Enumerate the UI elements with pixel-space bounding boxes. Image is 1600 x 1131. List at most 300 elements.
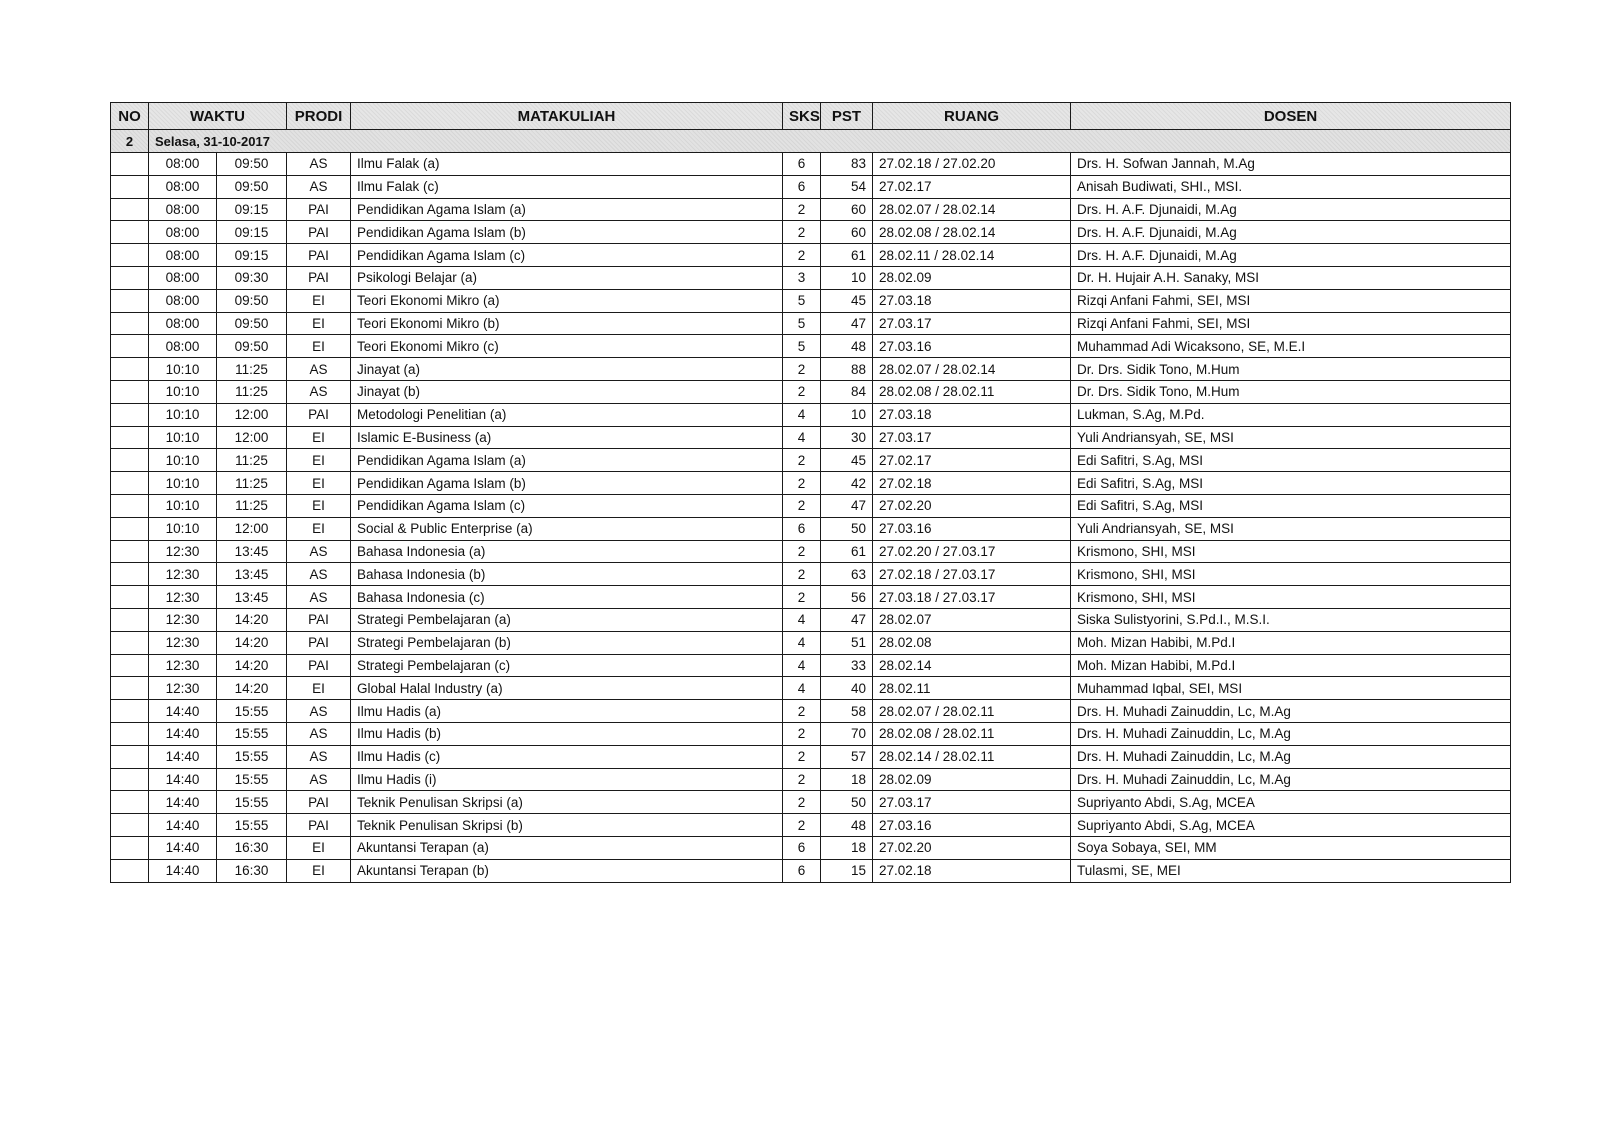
- table-row: [111, 380, 1511, 403]
- table-row: [111, 266, 1511, 289]
- table-row: [111, 358, 1511, 381]
- cell-lecturer: Drs. H. Muhadi Zainuddin, Lc, M.Ag: [1071, 700, 1511, 723]
- cell-course: Ilmu Falak (a): [351, 153, 783, 176]
- cell-sks: 5: [783, 335, 821, 358]
- cell-sks: 2: [783, 380, 821, 403]
- cell-start-time: 08:00: [149, 221, 217, 244]
- cell-pst: 61: [821, 244, 873, 267]
- table-row: [111, 745, 1511, 768]
- cell-room: 27.03.18: [873, 403, 1071, 426]
- cell-prodi: PAI: [287, 608, 351, 631]
- cell-end-time: 09:15: [217, 244, 287, 267]
- cell-pst: 54: [821, 175, 873, 198]
- cell-no: [111, 654, 149, 677]
- cell-start-time: 08:00: [149, 312, 217, 335]
- cell-end-time: 09:50: [217, 175, 287, 198]
- cell-no: [111, 244, 149, 267]
- cell-prodi: AS: [287, 745, 351, 768]
- cell-sks: 2: [783, 221, 821, 244]
- cell-pst: 58: [821, 700, 873, 723]
- cell-lecturer: Edi Safitri, S.Ag, MSI: [1071, 449, 1511, 472]
- table-row: [111, 449, 1511, 472]
- cell-no: [111, 608, 149, 631]
- cell-prodi: PAI: [287, 266, 351, 289]
- table-row: [111, 312, 1511, 335]
- cell-lecturer: Krismono, SHI, MSI: [1071, 540, 1511, 563]
- cell-end-time: 13:45: [217, 540, 287, 563]
- cell-no: [111, 380, 149, 403]
- cell-room: 27.02.20: [873, 494, 1071, 517]
- cell-sks: 2: [783, 198, 821, 221]
- cell-pst: 18: [821, 768, 873, 791]
- table-row: [111, 289, 1511, 312]
- cell-sks: 3: [783, 266, 821, 289]
- cell-course: Ilmu Hadis (c): [351, 745, 783, 768]
- cell-lecturer: Rizqi Anfani Fahmi, SEI, MSI: [1071, 312, 1511, 335]
- cell-start-time: 10:10: [149, 358, 217, 381]
- table-row: [111, 426, 1511, 449]
- cell-pst: 15: [821, 859, 873, 882]
- cell-no: [111, 791, 149, 814]
- cell-pst: 47: [821, 312, 873, 335]
- cell-end-time: 15:55: [217, 814, 287, 837]
- cell-room: 28.02.14: [873, 654, 1071, 677]
- cell-end-time: 16:30: [217, 836, 287, 859]
- cell-room: 27.02.17: [873, 175, 1071, 198]
- cell-room: 27.02.18 / 27.03.17: [873, 563, 1071, 586]
- cell-course: Global Halal Industry (a): [351, 677, 783, 700]
- cell-room: 27.02.20: [873, 836, 1071, 859]
- cell-room: 28.02.07: [873, 608, 1071, 631]
- cell-course: Strategi Pembelajaran (c): [351, 654, 783, 677]
- day-number: 2: [111, 130, 149, 153]
- cell-room: 28.02.08 / 28.02.11: [873, 380, 1071, 403]
- cell-pst: 60: [821, 198, 873, 221]
- cell-pst: 63: [821, 563, 873, 586]
- header-matakuliah: MATAKULIAH: [351, 103, 783, 130]
- cell-start-time: 14:40: [149, 791, 217, 814]
- cell-start-time: 12:30: [149, 654, 217, 677]
- table-row: [111, 768, 1511, 791]
- table-row: [111, 517, 1511, 540]
- cell-sks: 6: [783, 153, 821, 176]
- cell-course: Teori Ekonomi Mikro (a): [351, 289, 783, 312]
- table-row: [111, 654, 1511, 677]
- cell-pst: 83: [821, 153, 873, 176]
- cell-prodi: PAI: [287, 814, 351, 837]
- cell-no: [111, 221, 149, 244]
- cell-lecturer: Yuli Andriansyah, SE, MSI: [1071, 426, 1511, 449]
- cell-prodi: AS: [287, 586, 351, 609]
- cell-room: 27.02.17: [873, 449, 1071, 472]
- header-no: NO: [111, 103, 149, 130]
- cell-start-time: 12:30: [149, 563, 217, 586]
- cell-lecturer: Muhammad Adi Wicaksono, SE, M.E.I: [1071, 335, 1511, 358]
- schedule-sheet: [110, 102, 1510, 883]
- cell-lecturer: Drs. H. A.F. Djunaidi, M.Ag: [1071, 244, 1511, 267]
- cell-end-time: 09:50: [217, 335, 287, 358]
- cell-pst: 47: [821, 494, 873, 517]
- cell-start-time: 12:30: [149, 608, 217, 631]
- cell-sks: 6: [783, 517, 821, 540]
- table-row: [111, 175, 1511, 198]
- table-row: [111, 586, 1511, 609]
- cell-prodi: PAI: [287, 631, 351, 654]
- cell-prodi: AS: [287, 722, 351, 745]
- cell-course: Ilmu Hadis (i): [351, 768, 783, 791]
- cell-course: Social & Public Enterprise (a): [351, 517, 783, 540]
- cell-no: [111, 472, 149, 495]
- cell-pst: 48: [821, 814, 873, 837]
- table-row: [111, 791, 1511, 814]
- cell-sks: 2: [783, 449, 821, 472]
- cell-no: [111, 426, 149, 449]
- cell-lecturer: Anisah Budiwati, SHI., MSI.: [1071, 175, 1511, 198]
- cell-course: Akuntansi Terapan (b): [351, 859, 783, 882]
- cell-room: 28.02.09: [873, 266, 1071, 289]
- cell-pst: 33: [821, 654, 873, 677]
- table-row: [111, 472, 1511, 495]
- cell-pst: 30: [821, 426, 873, 449]
- cell-course: Jinayat (b): [351, 380, 783, 403]
- cell-end-time: 09:50: [217, 153, 287, 176]
- cell-sks: 2: [783, 814, 821, 837]
- cell-prodi: AS: [287, 540, 351, 563]
- cell-sks: 5: [783, 289, 821, 312]
- cell-lecturer: Yuli Andriansyah, SE, MSI: [1071, 517, 1511, 540]
- cell-lecturer: Supriyanto Abdi, S.Ag, MCEA: [1071, 791, 1511, 814]
- day-row: [111, 130, 1511, 153]
- cell-course: Pendidikan Agama Islam (b): [351, 472, 783, 495]
- cell-pst: 40: [821, 677, 873, 700]
- cell-prodi: AS: [287, 153, 351, 176]
- cell-start-time: 10:10: [149, 494, 217, 517]
- cell-sks: 4: [783, 426, 821, 449]
- table-row: [111, 198, 1511, 221]
- cell-room: 27.03.16: [873, 814, 1071, 837]
- cell-start-time: 08:00: [149, 335, 217, 358]
- cell-course: Teknik Penulisan Skripsi (b): [351, 814, 783, 837]
- cell-no: [111, 563, 149, 586]
- cell-no: [111, 312, 149, 335]
- cell-lecturer: Supriyanto Abdi, S.Ag, MCEA: [1071, 814, 1511, 837]
- cell-sks: 2: [783, 494, 821, 517]
- header-pst: PST: [821, 103, 873, 130]
- cell-lecturer: Edi Safitri, S.Ag, MSI: [1071, 494, 1511, 517]
- cell-no: [111, 403, 149, 426]
- cell-start-time: 10:10: [149, 449, 217, 472]
- cell-sks: 2: [783, 700, 821, 723]
- cell-start-time: 14:40: [149, 700, 217, 723]
- table-row: [111, 153, 1511, 176]
- cell-no: [111, 836, 149, 859]
- cell-start-time: 14:40: [149, 859, 217, 882]
- cell-room: 27.03.17: [873, 426, 1071, 449]
- cell-sks: 2: [783, 768, 821, 791]
- cell-prodi: EI: [287, 289, 351, 312]
- cell-prodi: PAI: [287, 244, 351, 267]
- cell-course: Pendidikan Agama Islam (c): [351, 244, 783, 267]
- cell-end-time: 11:25: [217, 494, 287, 517]
- table-row: [111, 814, 1511, 837]
- cell-lecturer: Dr. Drs. Sidik Tono, M.Hum: [1071, 358, 1511, 381]
- cell-no: [111, 768, 149, 791]
- cell-no: [111, 586, 149, 609]
- cell-course: Strategi Pembelajaran (b): [351, 631, 783, 654]
- cell-start-time: 08:00: [149, 198, 217, 221]
- cell-prodi: EI: [287, 335, 351, 358]
- cell-end-time: 09:30: [217, 266, 287, 289]
- cell-prodi: EI: [287, 677, 351, 700]
- table-row: [111, 722, 1511, 745]
- cell-no: [111, 722, 149, 745]
- cell-pst: 57: [821, 745, 873, 768]
- cell-start-time: 14:40: [149, 814, 217, 837]
- header-dosen: DOSEN: [1071, 103, 1511, 130]
- cell-course: Bahasa Indonesia (b): [351, 563, 783, 586]
- cell-lecturer: Krismono, SHI, MSI: [1071, 586, 1511, 609]
- table-row: [111, 631, 1511, 654]
- schedule-table: [110, 102, 1511, 883]
- table-row: [111, 221, 1511, 244]
- cell-room: 27.03.17: [873, 791, 1071, 814]
- cell-end-time: 14:20: [217, 631, 287, 654]
- cell-no: [111, 700, 149, 723]
- cell-start-time: 12:30: [149, 586, 217, 609]
- cell-start-time: 12:30: [149, 677, 217, 700]
- cell-pst: 56: [821, 586, 873, 609]
- cell-room: 28.02.11 / 28.02.14: [873, 244, 1071, 267]
- cell-no: [111, 198, 149, 221]
- cell-start-time: 08:00: [149, 289, 217, 312]
- cell-pst: 42: [821, 472, 873, 495]
- cell-no: [111, 449, 149, 472]
- cell-course: Teori Ekonomi Mikro (b): [351, 312, 783, 335]
- cell-end-time: 15:55: [217, 722, 287, 745]
- cell-lecturer: Moh. Mizan Habibi, M.Pd.I: [1071, 654, 1511, 677]
- cell-sks: 2: [783, 791, 821, 814]
- table-row: [111, 677, 1511, 700]
- header-row: [111, 103, 1511, 130]
- cell-sks: 4: [783, 677, 821, 700]
- cell-lecturer: Dr. Drs. Sidik Tono, M.Hum: [1071, 380, 1511, 403]
- cell-no: [111, 859, 149, 882]
- cell-course: Pendidikan Agama Islam (a): [351, 449, 783, 472]
- cell-prodi: AS: [287, 700, 351, 723]
- cell-course: Pendidikan Agama Islam (b): [351, 221, 783, 244]
- table-row: [111, 608, 1511, 631]
- cell-no: [111, 517, 149, 540]
- cell-prodi: EI: [287, 472, 351, 495]
- cell-lecturer: Lukman, S.Ag, M.Pd.: [1071, 403, 1511, 426]
- cell-pst: 18: [821, 836, 873, 859]
- cell-course: Ilmu Hadis (a): [351, 700, 783, 723]
- cell-end-time: 12:00: [217, 403, 287, 426]
- header-prodi: PRODI: [287, 103, 351, 130]
- cell-prodi: AS: [287, 380, 351, 403]
- cell-room: 28.02.14 / 28.02.11: [873, 745, 1071, 768]
- cell-lecturer: Drs. H. Sofwan Jannah, M.Ag: [1071, 153, 1511, 176]
- cell-lecturer: Tulasmi, SE, MEI: [1071, 859, 1511, 882]
- cell-room: 27.02.18: [873, 859, 1071, 882]
- cell-prodi: AS: [287, 768, 351, 791]
- cell-lecturer: Muhammad Iqbal, SEI, MSI: [1071, 677, 1511, 700]
- cell-no: [111, 631, 149, 654]
- cell-room: 27.02.18: [873, 472, 1071, 495]
- cell-start-time: 10:10: [149, 517, 217, 540]
- cell-start-time: 10:10: [149, 426, 217, 449]
- cell-sks: 6: [783, 859, 821, 882]
- cell-no: [111, 266, 149, 289]
- cell-room: 28.02.11: [873, 677, 1071, 700]
- cell-end-time: 11:25: [217, 380, 287, 403]
- cell-no: [111, 289, 149, 312]
- cell-end-time: 15:55: [217, 768, 287, 791]
- cell-end-time: 15:55: [217, 745, 287, 768]
- cell-lecturer: Dr. H. Hujair A.H. Sanaky, MSI: [1071, 266, 1511, 289]
- cell-sks: 4: [783, 608, 821, 631]
- cell-no: [111, 175, 149, 198]
- cell-prodi: EI: [287, 494, 351, 517]
- cell-no: [111, 494, 149, 517]
- cell-pst: 60: [821, 221, 873, 244]
- cell-end-time: 15:55: [217, 791, 287, 814]
- cell-pst: 47: [821, 608, 873, 631]
- cell-prodi: EI: [287, 312, 351, 335]
- cell-start-time: 14:40: [149, 745, 217, 768]
- cell-end-time: 13:45: [217, 563, 287, 586]
- header-ruang: RUANG: [873, 103, 1071, 130]
- cell-prodi: PAI: [287, 791, 351, 814]
- cell-pst: 48: [821, 335, 873, 358]
- table-row: [111, 540, 1511, 563]
- cell-prodi: PAI: [287, 654, 351, 677]
- cell-prodi: EI: [287, 449, 351, 472]
- cell-start-time: 14:40: [149, 722, 217, 745]
- cell-prodi: EI: [287, 859, 351, 882]
- cell-pst: 50: [821, 517, 873, 540]
- cell-lecturer: Drs. H. A.F. Djunaidi, M.Ag: [1071, 198, 1511, 221]
- cell-room: 28.02.08: [873, 631, 1071, 654]
- cell-room: 27.03.17: [873, 312, 1071, 335]
- cell-no: [111, 540, 149, 563]
- cell-sks: 2: [783, 586, 821, 609]
- table-row: [111, 335, 1511, 358]
- cell-prodi: EI: [287, 426, 351, 449]
- cell-course: Islamic E-Business (a): [351, 426, 783, 449]
- cell-lecturer: Soya Sobaya, SEI, MM: [1071, 836, 1511, 859]
- cell-sks: 2: [783, 244, 821, 267]
- cell-room: 28.02.09: [873, 768, 1071, 791]
- header-waktu: WAKTU: [149, 103, 287, 130]
- cell-end-time: 14:20: [217, 608, 287, 631]
- header-sks: SKS: [783, 103, 821, 130]
- table-row: [111, 494, 1511, 517]
- cell-sks: 2: [783, 722, 821, 745]
- cell-lecturer: Drs. H. A.F. Djunaidi, M.Ag: [1071, 221, 1511, 244]
- cell-lecturer: Krismono, SHI, MSI: [1071, 563, 1511, 586]
- cell-start-time: 12:30: [149, 631, 217, 654]
- cell-pst: 84: [821, 380, 873, 403]
- cell-pst: 45: [821, 449, 873, 472]
- cell-start-time: 08:00: [149, 244, 217, 267]
- cell-prodi: AS: [287, 563, 351, 586]
- cell-room: 27.03.18: [873, 289, 1071, 312]
- cell-sks: 5: [783, 312, 821, 335]
- cell-lecturer: Drs. H. Muhadi Zainuddin, Lc, M.Ag: [1071, 722, 1511, 745]
- day-label: Selasa, 31-10-2017: [149, 130, 1511, 153]
- cell-end-time: 12:00: [217, 426, 287, 449]
- cell-no: [111, 677, 149, 700]
- cell-end-time: 15:55: [217, 700, 287, 723]
- cell-course: Teori Ekonomi Mikro (c): [351, 335, 783, 358]
- cell-room: 28.02.08 / 28.02.14: [873, 221, 1071, 244]
- cell-course: Bahasa Indonesia (a): [351, 540, 783, 563]
- cell-pst: 10: [821, 403, 873, 426]
- cell-course: Akuntansi Terapan (a): [351, 836, 783, 859]
- cell-pst: 50: [821, 791, 873, 814]
- table-row: [111, 700, 1511, 723]
- cell-course: Bahasa Indonesia (c): [351, 586, 783, 609]
- table-row: [111, 836, 1511, 859]
- cell-prodi: AS: [287, 175, 351, 198]
- cell-sks: 2: [783, 540, 821, 563]
- cell-sks: 4: [783, 403, 821, 426]
- cell-start-time: 08:00: [149, 175, 217, 198]
- cell-course: Ilmu Falak (c): [351, 175, 783, 198]
- cell-end-time: 12:00: [217, 517, 287, 540]
- cell-end-time: 14:20: [217, 677, 287, 700]
- cell-course: Ilmu Hadis (b): [351, 722, 783, 745]
- cell-lecturer: Moh. Mizan Habibi, M.Pd.I: [1071, 631, 1511, 654]
- cell-start-time: 10:10: [149, 403, 217, 426]
- cell-sks: 4: [783, 654, 821, 677]
- cell-prodi: PAI: [287, 221, 351, 244]
- cell-course: Metodologi Penelitian (a): [351, 403, 783, 426]
- cell-end-time: 11:25: [217, 358, 287, 381]
- cell-start-time: 08:00: [149, 266, 217, 289]
- cell-lecturer: Drs. H. Muhadi Zainuddin, Lc, M.Ag: [1071, 768, 1511, 791]
- cell-end-time: 09:50: [217, 289, 287, 312]
- cell-course: Strategi Pembelajaran (a): [351, 608, 783, 631]
- cell-start-time: 12:30: [149, 540, 217, 563]
- cell-end-time: 14:20: [217, 654, 287, 677]
- cell-course: Psikologi Belajar (a): [351, 266, 783, 289]
- cell-sks: 6: [783, 175, 821, 198]
- cell-no: [111, 335, 149, 358]
- cell-sks: 6: [783, 836, 821, 859]
- cell-prodi: AS: [287, 358, 351, 381]
- cell-start-time: 14:40: [149, 768, 217, 791]
- cell-course: Teknik Penulisan Skripsi (a): [351, 791, 783, 814]
- cell-sks: 2: [783, 472, 821, 495]
- cell-pst: 45: [821, 289, 873, 312]
- cell-start-time: 14:40: [149, 836, 217, 859]
- cell-no: [111, 745, 149, 768]
- cell-room: 28.02.07 / 28.02.14: [873, 198, 1071, 221]
- cell-room: 27.03.16: [873, 335, 1071, 358]
- cell-prodi: EI: [287, 836, 351, 859]
- cell-lecturer: Edi Safitri, S.Ag, MSI: [1071, 472, 1511, 495]
- cell-room: 27.03.16: [873, 517, 1071, 540]
- cell-no: [111, 814, 149, 837]
- cell-end-time: 16:30: [217, 859, 287, 882]
- table-row: [111, 859, 1511, 882]
- cell-course: Jinayat (a): [351, 358, 783, 381]
- table-row: [111, 563, 1511, 586]
- cell-end-time: 09:15: [217, 198, 287, 221]
- cell-start-time: 10:10: [149, 472, 217, 495]
